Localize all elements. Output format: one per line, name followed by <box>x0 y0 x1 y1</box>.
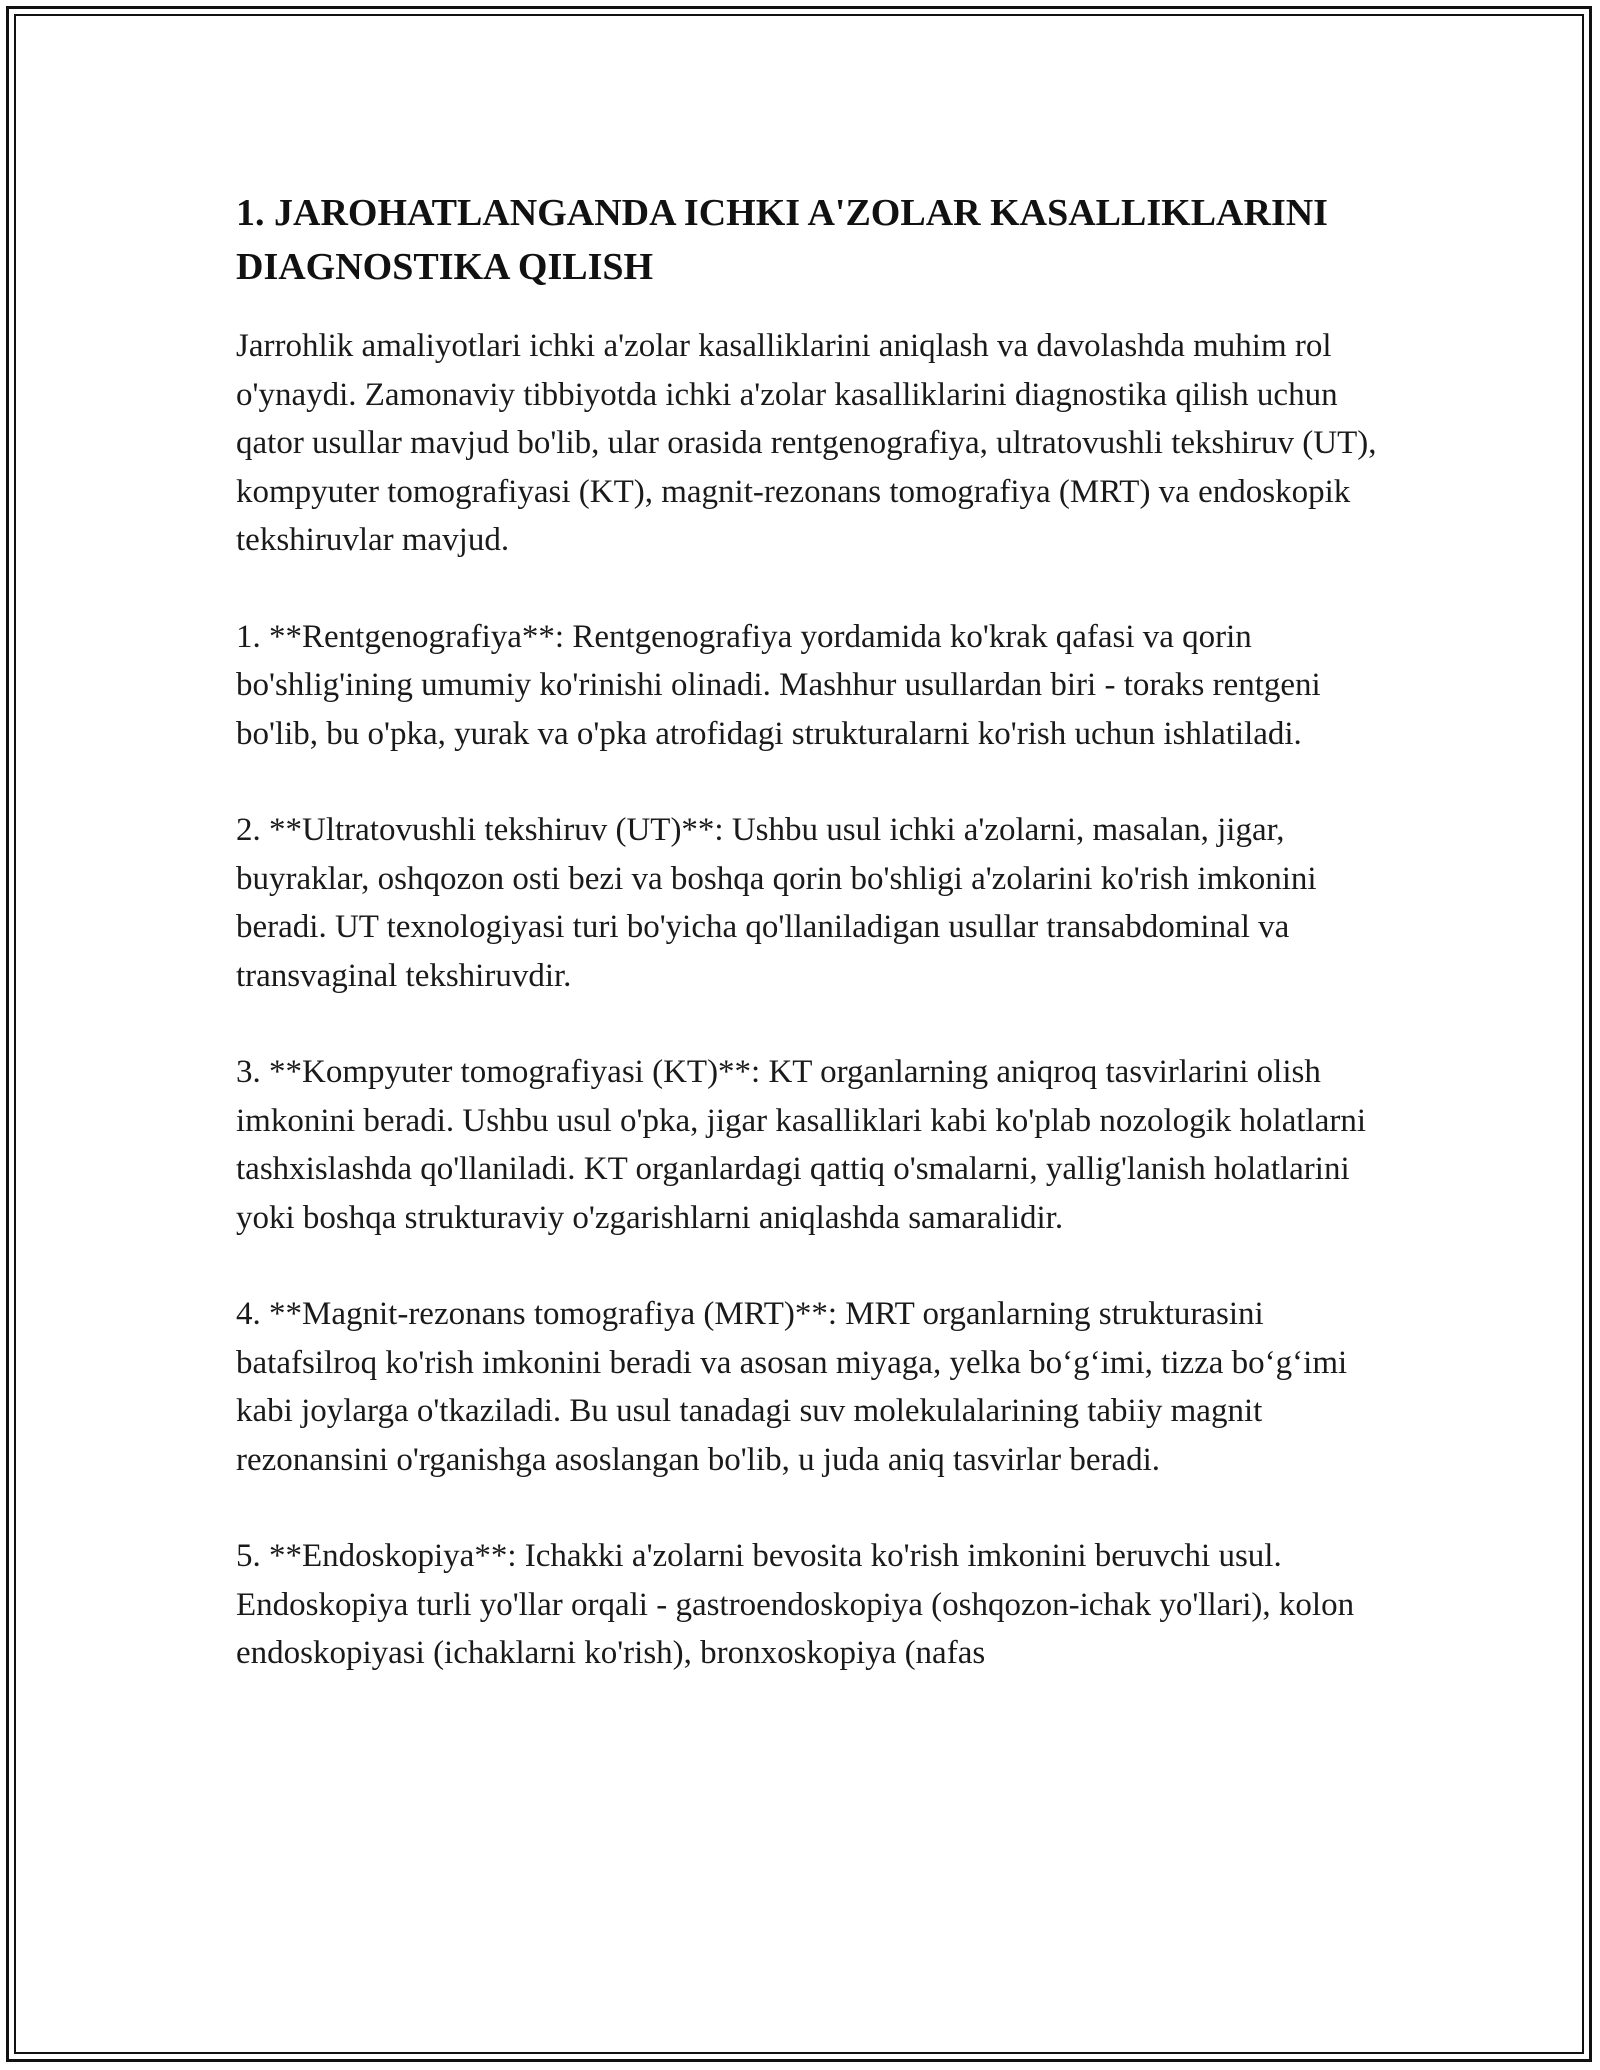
paragraph-ultratovushli-tekshiruv: 2. **Ultratovushli tekshiruv (UT)**: Ushbu usul ichki a'zolarni, masalan, jigar, buyraklar, oshqozon osti bezi va boshqa qorin bo'shligi a'zolarini ko'rish imkonini beradi. UT texnologiyasi turi bo'yicha qo'llaniladigan usullar transabdominal va transvaginal tekshiruvdir. <box>236 812 1317 994</box>
paragraph-magnit-rezonans-tomografiya: 4. **Magnit-rezonans tomografiya (MRT)**: MRT organlarning strukturasini batafsilroq ko'rish imkonini beradi va asosan miyaga, yelka bo‘g‘imi, tizza bo‘g‘imi kabi joylarga o'tkaziladi. Bu usul tanadagi suv molekulalarining tabiiy magnit rezonansini o'rganishga asoslangan bo'lib, u juda aniq tasvirlar beradi. <box>236 1296 1348 1478</box>
document-title: 1. JAROHATLANGANDA ICHKI A'ZOLAR KASALLIKLARINI DIAGNOSTIKA QILISH <box>236 192 1328 288</box>
paragraph-endoskopiya: 5. **Endoskopiya**: Ichakki a'zolarni bevosita ko'rish imkonini beruvchi usul. Endoskopiya turli yo'llar orqali - gastroendoskopiya (oshqozon-ichak yo'llari), kolon endoskopiyasi (ichaklarni ko'rish), bronxoskopiya (nafas <box>236 1538 1355 1671</box>
paragraph-rentgenografiya: 1. **Rentgenografiya**: Rentgenografiya yordamida ko'krak qafasi va qorin bo'shlig'ining umumiy ko'rinishi olinadi. Mashhur usullardan biri - toraks rentgeni bo'lib, bu o'pka, yurak va o'pka atrofidagi strukturalarni ko'rish uchun ishlatiladi. <box>236 618 1321 752</box>
intro-paragraph: Jarrohlik amaliyotlari ichki a'zolar kasalliklarini aniqlash va davolashda muhim rol o'ynaydi. Zamonaviy tibbiyotda ichki a'zolar kasalliklarini diagnostika qilish uchun qator usullar mavjud bo'lib, ular orasida rentgenografiya, ultratovushli tekshiruv (UT), kompyuter tomografiyasi (KT), magnit-rezonans tomografiya (MRT) va endoskopik tekshiruvlar mavjud. <box>236 328 1377 558</box>
paragraph-kompyuter-tomografiyasi: 3. **Kompyuter tomografiyasi (KT)**: KT organlarning aniqroq tasvirlarini olish imkonini beradi. Ushbu usul o'pka, jigar kasalliklari kabi ko'plab nozologik holatlarni tashxislashda qo'llaniladi. KT organlardagi qattiq o'smalarni, yallig'lanish holatlarini yoki boshqa strukturaviy o'zgarishlarni aniqlashda samaralidir. <box>236 1054 1367 1236</box>
document-body <box>236 186 1386 1678</box>
